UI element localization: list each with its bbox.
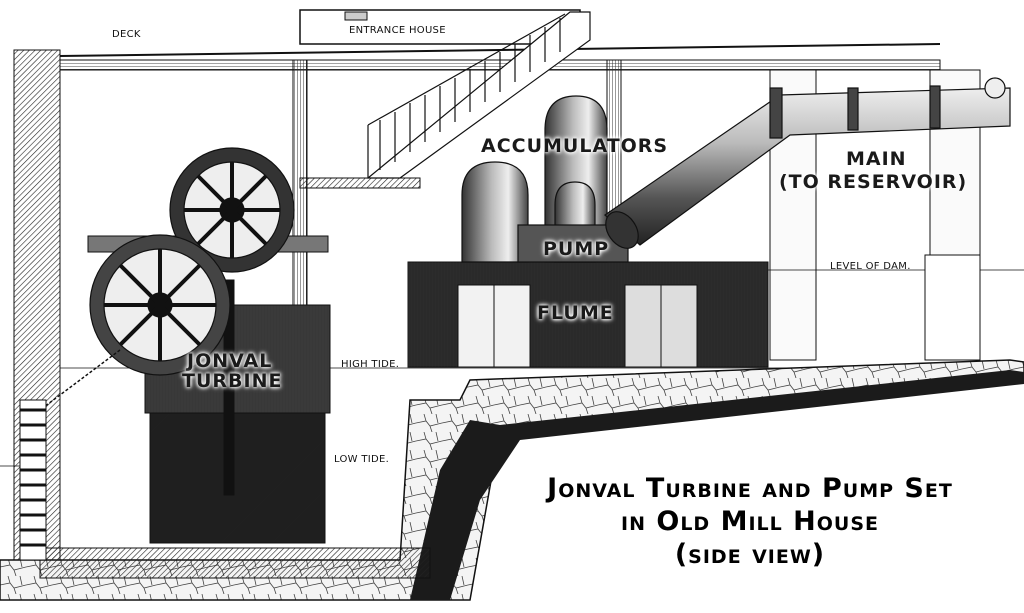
label-accumulators: ACCUMULATORS [481,135,669,157]
title-line-3: (side view) [674,539,826,570]
floor-slab [40,548,430,578]
label-entrance-house: ENTRANCE HOUSE [349,25,446,36]
label-turbine: TURBINE [182,370,283,392]
label-pump: PUMP [543,238,610,260]
label-main: MAIN [846,148,907,170]
label-jonval: JONVAL [187,350,273,372]
label-deck: DECK [112,29,141,40]
label-main-subtitle: (TO RESERVOIR) [779,171,968,193]
title-line-2: in Old Mill House [621,506,879,537]
label-low-tide: LOW TIDE. [334,454,390,465]
label-high-tide: HIGH TIDE. [341,359,400,370]
diagram-title [470,472,1024,571]
label-level-of-dam: LEVEL OF DAM. [830,261,911,272]
dam-gate [925,255,980,360]
title-line-1: Jonval Turbine and Pump Set [547,473,953,504]
label-flume: FLUME [537,302,614,324]
upper-platform [300,178,420,188]
